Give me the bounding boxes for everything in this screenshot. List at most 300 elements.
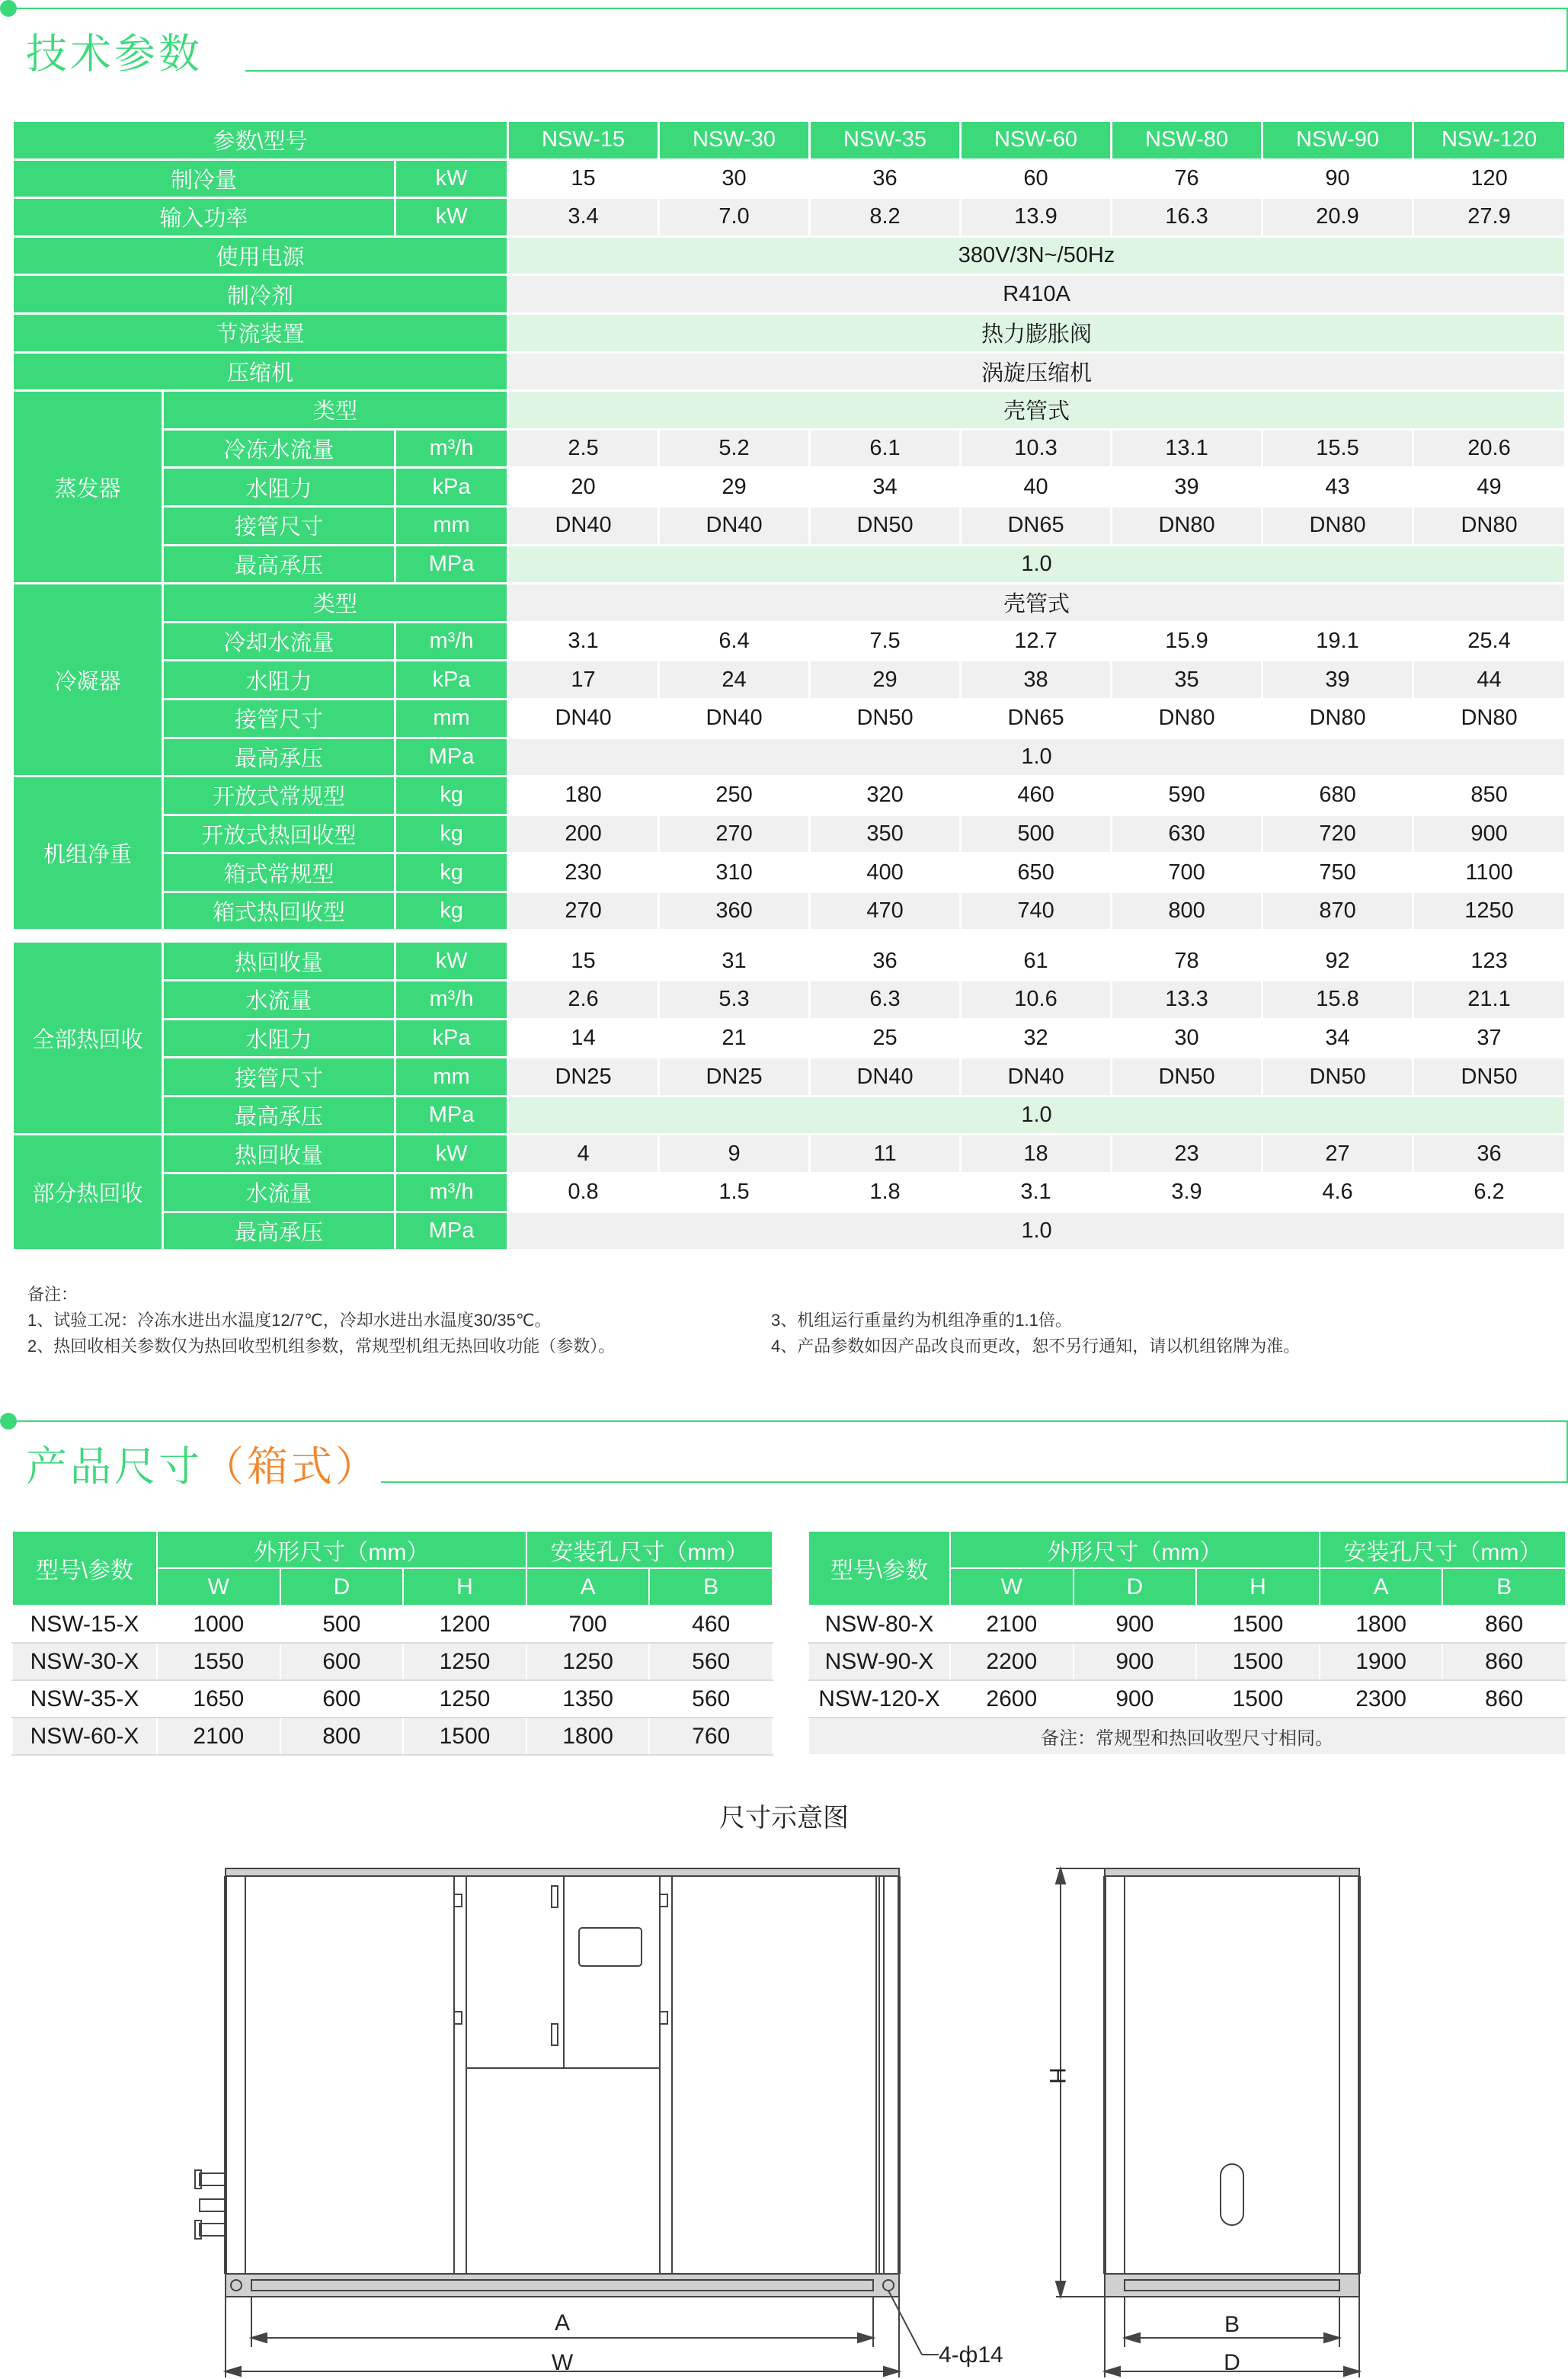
label-d: D bbox=[1224, 2350, 1240, 2375]
merged-value: 热力膨胀阀 bbox=[508, 313, 1566, 352]
row-label: 接管尺寸 bbox=[163, 699, 395, 738]
note-2: 2、热回收相关参数仅为热回收型机组参数，常规型机组无热回收功能（参数）。 bbox=[27, 1337, 616, 1356]
cell-value: 400 bbox=[810, 853, 961, 892]
cell-value: 16.3 bbox=[1112, 198, 1262, 237]
row-unit: kPa bbox=[395, 661, 508, 700]
model-header: NSW-90 bbox=[1262, 121, 1413, 160]
dim-value: 2100 bbox=[950, 1606, 1074, 1643]
row-unit: m³/h bbox=[395, 1173, 508, 1212]
cell-value: 800 bbox=[1112, 892, 1262, 930]
dim-value: 560 bbox=[649, 1643, 773, 1680]
cell-value: 9 bbox=[659, 1135, 810, 1173]
cell-value: 7.0 bbox=[659, 198, 810, 237]
header-bracket bbox=[245, 8, 1568, 72]
cell-value: 4 bbox=[508, 1135, 659, 1173]
cell-value: DN50 bbox=[1413, 1058, 1566, 1097]
cell-value: 36 bbox=[810, 942, 961, 981]
model-name: NSW-120-X bbox=[808, 1680, 950, 1718]
cell-value: 320 bbox=[810, 776, 961, 815]
cell-value: 630 bbox=[1112, 815, 1262, 853]
cell-value: DN25 bbox=[659, 1058, 810, 1097]
spec-row bbox=[13, 699, 1566, 738]
model-header: NSW-15 bbox=[508, 121, 659, 160]
merged-value: 1.0 bbox=[508, 1096, 1566, 1135]
cell-value: 360 bbox=[659, 892, 810, 930]
spec-row bbox=[13, 1096, 1566, 1135]
cell-value: 3.9 bbox=[1112, 1173, 1262, 1212]
cell-value: 1.5 bbox=[659, 1173, 810, 1212]
dim-value: 1000 bbox=[157, 1606, 280, 1643]
spec-row bbox=[13, 892, 1566, 930]
cell-value: DN25 bbox=[508, 1058, 659, 1097]
dim-row bbox=[808, 1643, 1566, 1680]
spec-header-row bbox=[13, 121, 1566, 160]
cell-value: 720 bbox=[1262, 815, 1413, 853]
cell-value: 76 bbox=[1112, 159, 1262, 198]
row-unit: kg bbox=[395, 776, 508, 815]
cell-value: 680 bbox=[1262, 776, 1413, 815]
model-header: NSW-60 bbox=[961, 121, 1112, 160]
row-label: 水流量 bbox=[163, 1173, 395, 1212]
row-label: 热回收量 bbox=[163, 1135, 395, 1173]
model-name: NSW-35-X bbox=[12, 1680, 157, 1718]
row-unit: kg bbox=[395, 815, 508, 853]
spec-row bbox=[13, 1173, 1566, 1212]
dim-value: 900 bbox=[1074, 1680, 1197, 1718]
row-label: 最高承压 bbox=[163, 738, 395, 776]
cell-value: 470 bbox=[810, 892, 961, 930]
cell-value: 200 bbox=[508, 815, 659, 853]
dim-value: 1250 bbox=[526, 1643, 650, 1680]
bullet-dot-icon bbox=[0, 0, 17, 17]
row-unit: kW bbox=[395, 198, 508, 237]
cell-value: 60 bbox=[961, 159, 1112, 198]
spec-row bbox=[13, 275, 1566, 314]
section-title-main: 产品尺寸 bbox=[26, 1444, 203, 1490]
group-label: 全部热回收 bbox=[13, 942, 163, 1135]
hole-size-header: 安装孔尺寸（mm） bbox=[526, 1531, 773, 1568]
model-header: NSW-30 bbox=[659, 121, 810, 160]
spec-row bbox=[13, 776, 1566, 815]
row-label: 节流装置 bbox=[13, 313, 508, 352]
section-header-dimensions bbox=[0, 1413, 1568, 1489]
group-label: 蒸发器 bbox=[13, 391, 163, 584]
spec-row bbox=[13, 236, 1566, 275]
model-header: NSW-35 bbox=[810, 121, 961, 160]
cell-value: 250 bbox=[659, 776, 810, 815]
cell-value: 13.9 bbox=[961, 198, 1112, 237]
dim-value: 860 bbox=[1442, 1643, 1566, 1680]
cell-value: DN65 bbox=[961, 506, 1112, 545]
dimension-table-left bbox=[11, 1530, 773, 1756]
model-header: NSW-80 bbox=[1112, 121, 1262, 160]
spec-row bbox=[13, 853, 1566, 892]
dim-value: 500 bbox=[280, 1606, 404, 1643]
cell-value: 61 bbox=[961, 942, 1112, 981]
cell-value: 34 bbox=[810, 468, 961, 507]
cell-value: DN80 bbox=[1262, 506, 1413, 545]
cell-value: 92 bbox=[1262, 942, 1413, 981]
row-label: 压缩机 bbox=[13, 352, 508, 391]
cell-value: DN65 bbox=[961, 699, 1112, 738]
dim-subheader: D bbox=[280, 1568, 404, 1606]
row-label: 水阻力 bbox=[163, 468, 395, 507]
group-label: 冷凝器 bbox=[13, 584, 163, 776]
cell-value: 30 bbox=[1112, 1019, 1262, 1058]
row-unit: MPa bbox=[395, 1212, 508, 1250]
dim-row bbox=[12, 1680, 773, 1718]
dim-row bbox=[808, 1606, 1566, 1643]
dim-row bbox=[12, 1643, 773, 1680]
dim-value: 600 bbox=[280, 1643, 404, 1680]
merged-value: 1.0 bbox=[508, 1212, 1566, 1250]
cell-value: 29 bbox=[810, 661, 961, 700]
cell-value: 8.2 bbox=[810, 198, 961, 237]
row-unit: MPa bbox=[395, 545, 508, 584]
cell-value: 230 bbox=[508, 853, 659, 892]
row-label: 输入功率 bbox=[13, 198, 395, 237]
cell-value: 700 bbox=[1112, 853, 1262, 892]
cell-value: 25.4 bbox=[1413, 622, 1566, 661]
cell-value: 27.9 bbox=[1413, 198, 1566, 237]
spec-row bbox=[13, 622, 1566, 661]
cell-value: DN80 bbox=[1413, 699, 1566, 738]
cell-value: 6.3 bbox=[810, 981, 961, 1020]
cell-value: 32 bbox=[961, 1019, 1112, 1058]
cell-value: 25 bbox=[810, 1019, 961, 1058]
dim-value: 2300 bbox=[1320, 1680, 1443, 1718]
cell-value: 17 bbox=[508, 661, 659, 700]
cell-value: DN40 bbox=[659, 506, 810, 545]
section-title bbox=[26, 1434, 379, 1493]
notes-block bbox=[27, 1282, 789, 1359]
cell-value: 90 bbox=[1262, 159, 1413, 198]
cell-value: 900 bbox=[1413, 815, 1566, 853]
row-unit: kW bbox=[395, 1135, 508, 1173]
model-name: NSW-60-X bbox=[12, 1718, 157, 1755]
dim-value: 1650 bbox=[157, 1680, 280, 1718]
dim-note: 备注：常规型和热回收型尺寸相同。 bbox=[808, 1718, 1566, 1755]
dim-value: 700 bbox=[526, 1606, 650, 1643]
cell-value: 39 bbox=[1112, 468, 1262, 507]
cell-value: 49 bbox=[1413, 468, 1566, 507]
cell-value: 44 bbox=[1413, 661, 1566, 700]
row-label: 类型 bbox=[163, 584, 508, 623]
cell-value: 1250 bbox=[1413, 892, 1566, 930]
row-unit: m³/h bbox=[395, 429, 508, 468]
cell-value: 270 bbox=[508, 892, 659, 930]
spec-row bbox=[13, 391, 1566, 430]
dim-row bbox=[12, 1606, 773, 1643]
cell-value: 15.8 bbox=[1262, 981, 1413, 1020]
row-label: 热回收量 bbox=[163, 942, 395, 981]
row-unit: kW bbox=[395, 942, 508, 981]
cell-value: 43 bbox=[1262, 468, 1413, 507]
row-label: 制冷剂 bbox=[13, 275, 508, 314]
row-unit: MPa bbox=[395, 1096, 508, 1135]
cell-value: 38 bbox=[961, 661, 1112, 700]
dim-value: 1500 bbox=[1196, 1680, 1320, 1718]
cell-value: DN40 bbox=[508, 699, 659, 738]
cell-value: 2.6 bbox=[508, 981, 659, 1020]
cell-value: 15 bbox=[508, 159, 659, 198]
dim-value: 2100 bbox=[157, 1718, 280, 1755]
row-label: 水阻力 bbox=[163, 661, 395, 700]
row-label: 箱式常规型 bbox=[163, 853, 395, 892]
cell-value: 15 bbox=[508, 942, 659, 981]
spec-row bbox=[13, 198, 1566, 237]
row-label: 接管尺寸 bbox=[163, 506, 395, 545]
dim-subheader: B bbox=[649, 1568, 773, 1606]
row-unit: MPa bbox=[395, 738, 508, 776]
row-label: 接管尺寸 bbox=[163, 1058, 395, 1097]
cell-value: 31 bbox=[659, 942, 810, 981]
dim-value: 1550 bbox=[157, 1643, 280, 1680]
cell-value: 180 bbox=[508, 776, 659, 815]
cell-value: 740 bbox=[961, 892, 1112, 930]
cell-value: 350 bbox=[810, 815, 961, 853]
merged-value: 壳管式 bbox=[508, 391, 1566, 430]
dimension-drawing bbox=[0, 1829, 1568, 2379]
side-view-diagram bbox=[1056, 1868, 1359, 2377]
model-header: NSW-120 bbox=[1413, 121, 1566, 160]
spec-row bbox=[13, 159, 1566, 198]
cell-value: 750 bbox=[1262, 853, 1413, 892]
spec-row bbox=[13, 815, 1566, 853]
spec-row bbox=[13, 545, 1566, 584]
merged-value: R410A bbox=[508, 275, 1566, 314]
spec-table bbox=[11, 120, 1566, 1251]
model-name: NSW-80-X bbox=[808, 1606, 950, 1643]
spec-row bbox=[13, 1212, 1566, 1250]
dim-value: 760 bbox=[649, 1718, 773, 1755]
cell-value: DN50 bbox=[810, 699, 961, 738]
cell-value: 20.6 bbox=[1413, 429, 1566, 468]
model-param-header: 型号\参数 bbox=[12, 1531, 157, 1606]
dim-value: 1800 bbox=[526, 1718, 650, 1755]
dim-value: 1800 bbox=[1320, 1606, 1443, 1643]
cell-value: 270 bbox=[659, 815, 810, 853]
dim-value: 600 bbox=[280, 1680, 404, 1718]
cell-value: 35 bbox=[1112, 661, 1262, 700]
cell-value: 460 bbox=[961, 776, 1112, 815]
front-view-diagram bbox=[195, 1868, 939, 2377]
cell-value: 15.9 bbox=[1112, 622, 1262, 661]
section-title: 技术参数 bbox=[26, 31, 203, 77]
cell-value: 6.4 bbox=[659, 622, 810, 661]
dim-header-row bbox=[808, 1531, 1566, 1568]
cell-value: DN80 bbox=[1112, 699, 1262, 738]
header-bracket bbox=[381, 1420, 1568, 1483]
label-w: W bbox=[551, 2350, 574, 2375]
cell-value: 18 bbox=[961, 1135, 1112, 1173]
note-1: 1、试验工况：冷冻水进出水温度12/7℃，冷却水进出水温度30/35℃。 bbox=[27, 1311, 552, 1330]
dim-header-row bbox=[12, 1531, 773, 1568]
row-label: 水流量 bbox=[163, 981, 395, 1020]
spacer-row bbox=[13, 930, 1566, 942]
cell-value: 6.1 bbox=[810, 429, 961, 468]
dim-row bbox=[12, 1718, 773, 1755]
row-label: 最高承压 bbox=[163, 1096, 395, 1135]
cell-value: 3.4 bbox=[508, 198, 659, 237]
cell-value: 590 bbox=[1112, 776, 1262, 815]
dim-value: 1500 bbox=[1196, 1606, 1320, 1643]
row-label: 最高承压 bbox=[163, 545, 395, 584]
row-unit: kPa bbox=[395, 1019, 508, 1058]
row-unit: m³/h bbox=[395, 622, 508, 661]
cell-value: DN80 bbox=[1112, 506, 1262, 545]
label-h: H bbox=[1045, 2067, 1070, 2084]
dim-row bbox=[808, 1680, 1566, 1718]
spec-row bbox=[13, 1019, 1566, 1058]
spec-row bbox=[13, 661, 1566, 700]
cell-value: 23 bbox=[1112, 1135, 1262, 1173]
cell-value: 27 bbox=[1262, 1135, 1413, 1173]
row-label: 冷冻水流量 bbox=[163, 429, 395, 468]
cell-value: 10.3 bbox=[961, 429, 1112, 468]
cell-value: 29 bbox=[659, 468, 810, 507]
spec-row bbox=[13, 506, 1566, 545]
spec-row bbox=[13, 352, 1566, 391]
cell-value: 4.6 bbox=[1262, 1173, 1413, 1212]
cell-value: 11 bbox=[810, 1135, 961, 1173]
cell-value: 123 bbox=[1413, 942, 1566, 981]
dim-subheader: A bbox=[526, 1568, 650, 1606]
dim-value: 560 bbox=[649, 1680, 773, 1718]
cell-value: 650 bbox=[961, 853, 1112, 892]
label-hole: 4-ф14 bbox=[939, 2342, 1003, 2368]
cell-value: DN80 bbox=[1262, 699, 1413, 738]
dim-value: 460 bbox=[649, 1606, 773, 1643]
spec-row bbox=[13, 981, 1566, 1020]
row-unit: mm bbox=[395, 1058, 508, 1097]
header-param-model: 参数\型号 bbox=[13, 121, 508, 160]
note-4: 4、产品参数如因产品改良而更改，恕不另行通知，请以机组铭牌为准。 bbox=[771, 1337, 1301, 1356]
cell-value: 3.1 bbox=[508, 622, 659, 661]
merged-value: 1.0 bbox=[508, 738, 1566, 776]
cell-value: 34 bbox=[1262, 1019, 1413, 1058]
cell-value: DN80 bbox=[1413, 506, 1566, 545]
row-unit: mm bbox=[395, 699, 508, 738]
spec-row bbox=[13, 584, 1566, 623]
cell-value: 20.9 bbox=[1262, 198, 1413, 237]
dim-value: 800 bbox=[280, 1718, 404, 1755]
dim-subheader: A bbox=[1320, 1568, 1443, 1606]
cell-value: DN40 bbox=[659, 699, 810, 738]
row-label: 开放式热回收型 bbox=[163, 815, 395, 853]
row-label: 水阻力 bbox=[163, 1019, 395, 1058]
cell-value: 14 bbox=[508, 1019, 659, 1058]
section-header-spec bbox=[0, 0, 1568, 76]
dim-value: 900 bbox=[1074, 1606, 1197, 1643]
cell-value: 36 bbox=[1413, 1135, 1566, 1173]
row-label: 使用电源 bbox=[13, 236, 508, 275]
merged-value: 1.0 bbox=[508, 545, 1566, 584]
spec-row bbox=[13, 429, 1566, 468]
bullet-dot-icon bbox=[0, 1413, 17, 1430]
spacer-cell bbox=[13, 930, 1566, 942]
cell-value: 37 bbox=[1413, 1019, 1566, 1058]
cell-value: 870 bbox=[1262, 892, 1413, 930]
spec-row bbox=[13, 1058, 1566, 1097]
cell-value: 78 bbox=[1112, 942, 1262, 981]
dim-subheader: W bbox=[950, 1568, 1074, 1606]
cell-value: 1.8 bbox=[810, 1173, 961, 1212]
dim-value: 1900 bbox=[1320, 1643, 1443, 1680]
merged-value: 壳管式 bbox=[508, 584, 1566, 623]
note-3: 3、机组运行重量约为机组净重的1.1倍。 bbox=[771, 1311, 1072, 1330]
cell-value: 20 bbox=[508, 468, 659, 507]
merged-value: 涡旋压缩机 bbox=[508, 352, 1566, 391]
hole-size-header: 安装孔尺寸（mm） bbox=[1320, 1531, 1566, 1568]
cell-value: 21.1 bbox=[1413, 981, 1566, 1020]
outer-size-header: 外形尺寸（mm） bbox=[157, 1531, 526, 1568]
cell-value: DN50 bbox=[1262, 1058, 1413, 1097]
dim-value: 860 bbox=[1442, 1680, 1566, 1718]
dim-value: 1500 bbox=[403, 1718, 526, 1755]
cell-value: 30 bbox=[659, 159, 810, 198]
label-a: A bbox=[554, 2310, 571, 2336]
cell-value: 13.3 bbox=[1112, 981, 1262, 1020]
cell-value: 500 bbox=[961, 815, 1112, 853]
outer-size-header: 外形尺寸（mm） bbox=[950, 1531, 1320, 1568]
row-label: 类型 bbox=[163, 391, 508, 430]
cell-value: 19.1 bbox=[1262, 622, 1413, 661]
dim-subheader: W bbox=[157, 1568, 280, 1606]
spec-row bbox=[13, 313, 1566, 352]
row-unit: kg bbox=[395, 892, 508, 930]
cell-value: 15.5 bbox=[1262, 429, 1413, 468]
drawing-title: 尺寸示意图 bbox=[719, 1804, 849, 1833]
model-name: NSW-15-X bbox=[12, 1606, 157, 1643]
dim-subheader: D bbox=[1074, 1568, 1197, 1606]
row-label: 开放式常规型 bbox=[163, 776, 395, 815]
cell-value: 36 bbox=[810, 159, 961, 198]
group-label: 机组净重 bbox=[13, 776, 163, 930]
cell-value: 24 bbox=[659, 661, 810, 700]
cell-value: DN40 bbox=[508, 506, 659, 545]
cell-value: 5.2 bbox=[659, 429, 810, 468]
spec-row bbox=[13, 468, 1566, 507]
row-unit: mm bbox=[395, 506, 508, 545]
cell-value: 120 bbox=[1413, 159, 1566, 198]
dim-value: 1350 bbox=[526, 1680, 650, 1718]
cell-value: DN40 bbox=[961, 1058, 1112, 1097]
dim-value: 1200 bbox=[403, 1606, 526, 1643]
cell-value: 40 bbox=[961, 468, 1112, 507]
notes-block-right bbox=[771, 1308, 1533, 1359]
cell-value: 6.2 bbox=[1413, 1173, 1566, 1212]
cell-value: 39 bbox=[1262, 661, 1413, 700]
row-unit: kPa bbox=[395, 468, 508, 507]
cell-value: DN40 bbox=[810, 1058, 961, 1097]
cell-value: 13.1 bbox=[1112, 429, 1262, 468]
dimension-table-right bbox=[808, 1530, 1566, 1756]
cell-value: 21 bbox=[659, 1019, 810, 1058]
cell-value: 2.5 bbox=[508, 429, 659, 468]
row-unit: kg bbox=[395, 853, 508, 892]
cell-value: 5.3 bbox=[659, 981, 810, 1020]
row-unit: m³/h bbox=[395, 981, 508, 1020]
dim-value: 2600 bbox=[950, 1680, 1074, 1718]
dim-value: 1250 bbox=[403, 1680, 526, 1718]
spec-row bbox=[13, 1135, 1566, 1173]
label-b: B bbox=[1224, 2312, 1240, 2337]
spec-row bbox=[13, 942, 1566, 981]
cell-value: DN50 bbox=[1112, 1058, 1262, 1097]
row-unit: kW bbox=[395, 159, 508, 198]
dim-subheader: H bbox=[1196, 1568, 1320, 1606]
